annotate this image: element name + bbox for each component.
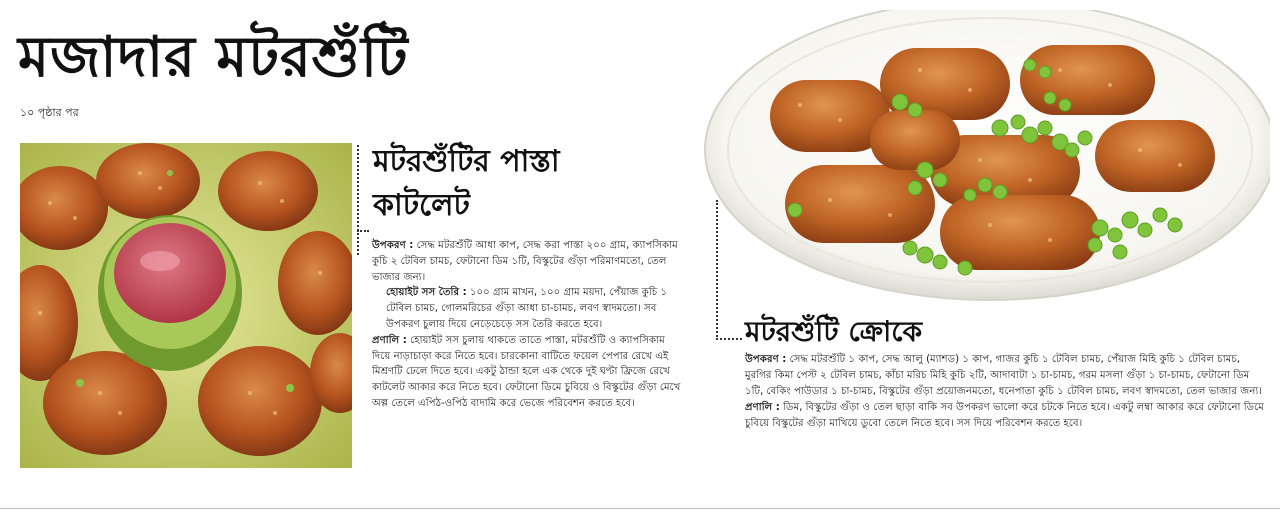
- dotted-connector: [716, 338, 742, 340]
- continued-from-note: ১০ পৃষ্ঠার পর: [20, 106, 79, 119]
- recipe2-body: [745, 352, 1265, 432]
- recipe2-title: মটরশুঁটি ক্রোকে: [745, 315, 923, 348]
- recipe2-ingredients: [745, 352, 1265, 400]
- sauce-label: হোয়াইট সস তৈরি :: [386, 287, 467, 299]
- recipe1-title-line2: কাটলেট: [373, 188, 470, 223]
- capsicum-sauce-cup: [98, 215, 242, 371]
- ingredients-label: উপকরণ :: [372, 240, 414, 251]
- recipe1-sauce: [372, 285, 684, 332]
- sauce-text: ১০০ গ্রাম মাখন, ১০০ গ্রাম ময়দা, পেঁয়াজ কুচি ১ টেবিল চামচ, গোলমরিচের গুঁড়া আধা চা-চামচ, লবণ স্বাদমতো। সব উপকরণ চুলায় দিয়ে নেড়েচেড়ে সস তৈরি করতে হবে।: [386, 287, 668, 330]
- recipe1-title-line1: মটরশুঁটির পাস্তা: [373, 144, 560, 179]
- pasta-cutlet-photo: [20, 143, 352, 468]
- article-title: মজাদার মটরশুঁটি: [18, 25, 409, 90]
- ingredients-label: উপকরণ :: [745, 354, 787, 365]
- method-text: হোয়াইট সস চুলায় থাকতে তাতে পাস্তা, মটরশুঁটি ও ক্যাপসিকাম দিয়ে নাড়াচাড়া করে নিতে হবে। চারকোনা বাটিতে ফয়েল পেপার রেখে এই মিশ্রণটি ঢেলে দিতে হবে। একটু ঠান্ডা হলে এক থেকে দুই ঘণ্টা ফ্রিজে রেখে কাটলেট আকার করে নিতে হবে। ফেটানো ডিমে চুবিয়ে ও বিস্কুটের গুঁড়া মেখে অল্প তেলে এপিঠ-ওপিঠ বাদামি করে ভেজে পরিবেশন করতে হবে।: [372, 334, 681, 409]
- method-label: প্রণালি :: [372, 334, 407, 346]
- dotted-connector: [357, 230, 369, 232]
- recipe1-title: [373, 140, 693, 228]
- dotted-connector: [716, 200, 718, 340]
- recipe1-body: [372, 238, 684, 412]
- bottom-divider: [0, 508, 1280, 509]
- dotted-connector: [357, 145, 359, 255]
- recipe2-method: [745, 400, 1265, 432]
- recipe1-method: [372, 333, 684, 412]
- ingredients-text: সেদ্ধ মটরশুঁটি আধা কাপ, সেদ্ধ করা পাস্তা ২০০ গ্রাম, ক্যাপসিকাম কুচি ২ টেবিল চামচ, ফেটানো ডিম ১টি, বিস্কুটের গুঁড়া পরিমাণমতো, তেল ভাজার জন্য।: [372, 240, 678, 283]
- ingredients-text: সেদ্ধ মটরশুঁটি ১ কাপ, সেদ্ধ আলু (ম্যাশড) ১ কাপ, গাজর কুচি ১ টেবিল চামচ, পেঁয়াজ মিহি কুচি ১ টেবিল চামচ, মুরগির কিমা পেস্ট ২ টেবিল চামচ, কাঁচা মরিচ মিহি কুচি ২টি, আদাবাটা ১ চা-চামচ, গরম মসলা গুঁড়া ১ চা-চামচ, ফেটানো ডিম ১টি, বেকিং পাউডার ১ চা-চামচ, বিস্কুটের গুঁড়া প্রয়োজনমতো, ধনেপাতা কুচি ১ টেবিল চামচ, লবণ স্বাদমতো, তেল ভাজার জন্য।: [745, 354, 1263, 397]
- recipe1-ingredients: [372, 238, 684, 285]
- method-text: ডিম, বিস্কুটের গুঁড়া ও তেল ছাড়া বাকি সব উপকরণ ভালো করে চটকে নিতে হবে। একটু লম্বা আকার করে ফেটানো ডিমে চুবিয়ে বিস্কুটের গুঁড়া মাখিয়ে ডুবো তেলে নিতে হবে। সস দিয়ে পরিবেশন করতে হবে।: [745, 402, 1264, 429]
- method-label: প্রণালি :: [745, 402, 780, 413]
- pea-croquette-plate-photo: [700, 10, 1270, 310]
